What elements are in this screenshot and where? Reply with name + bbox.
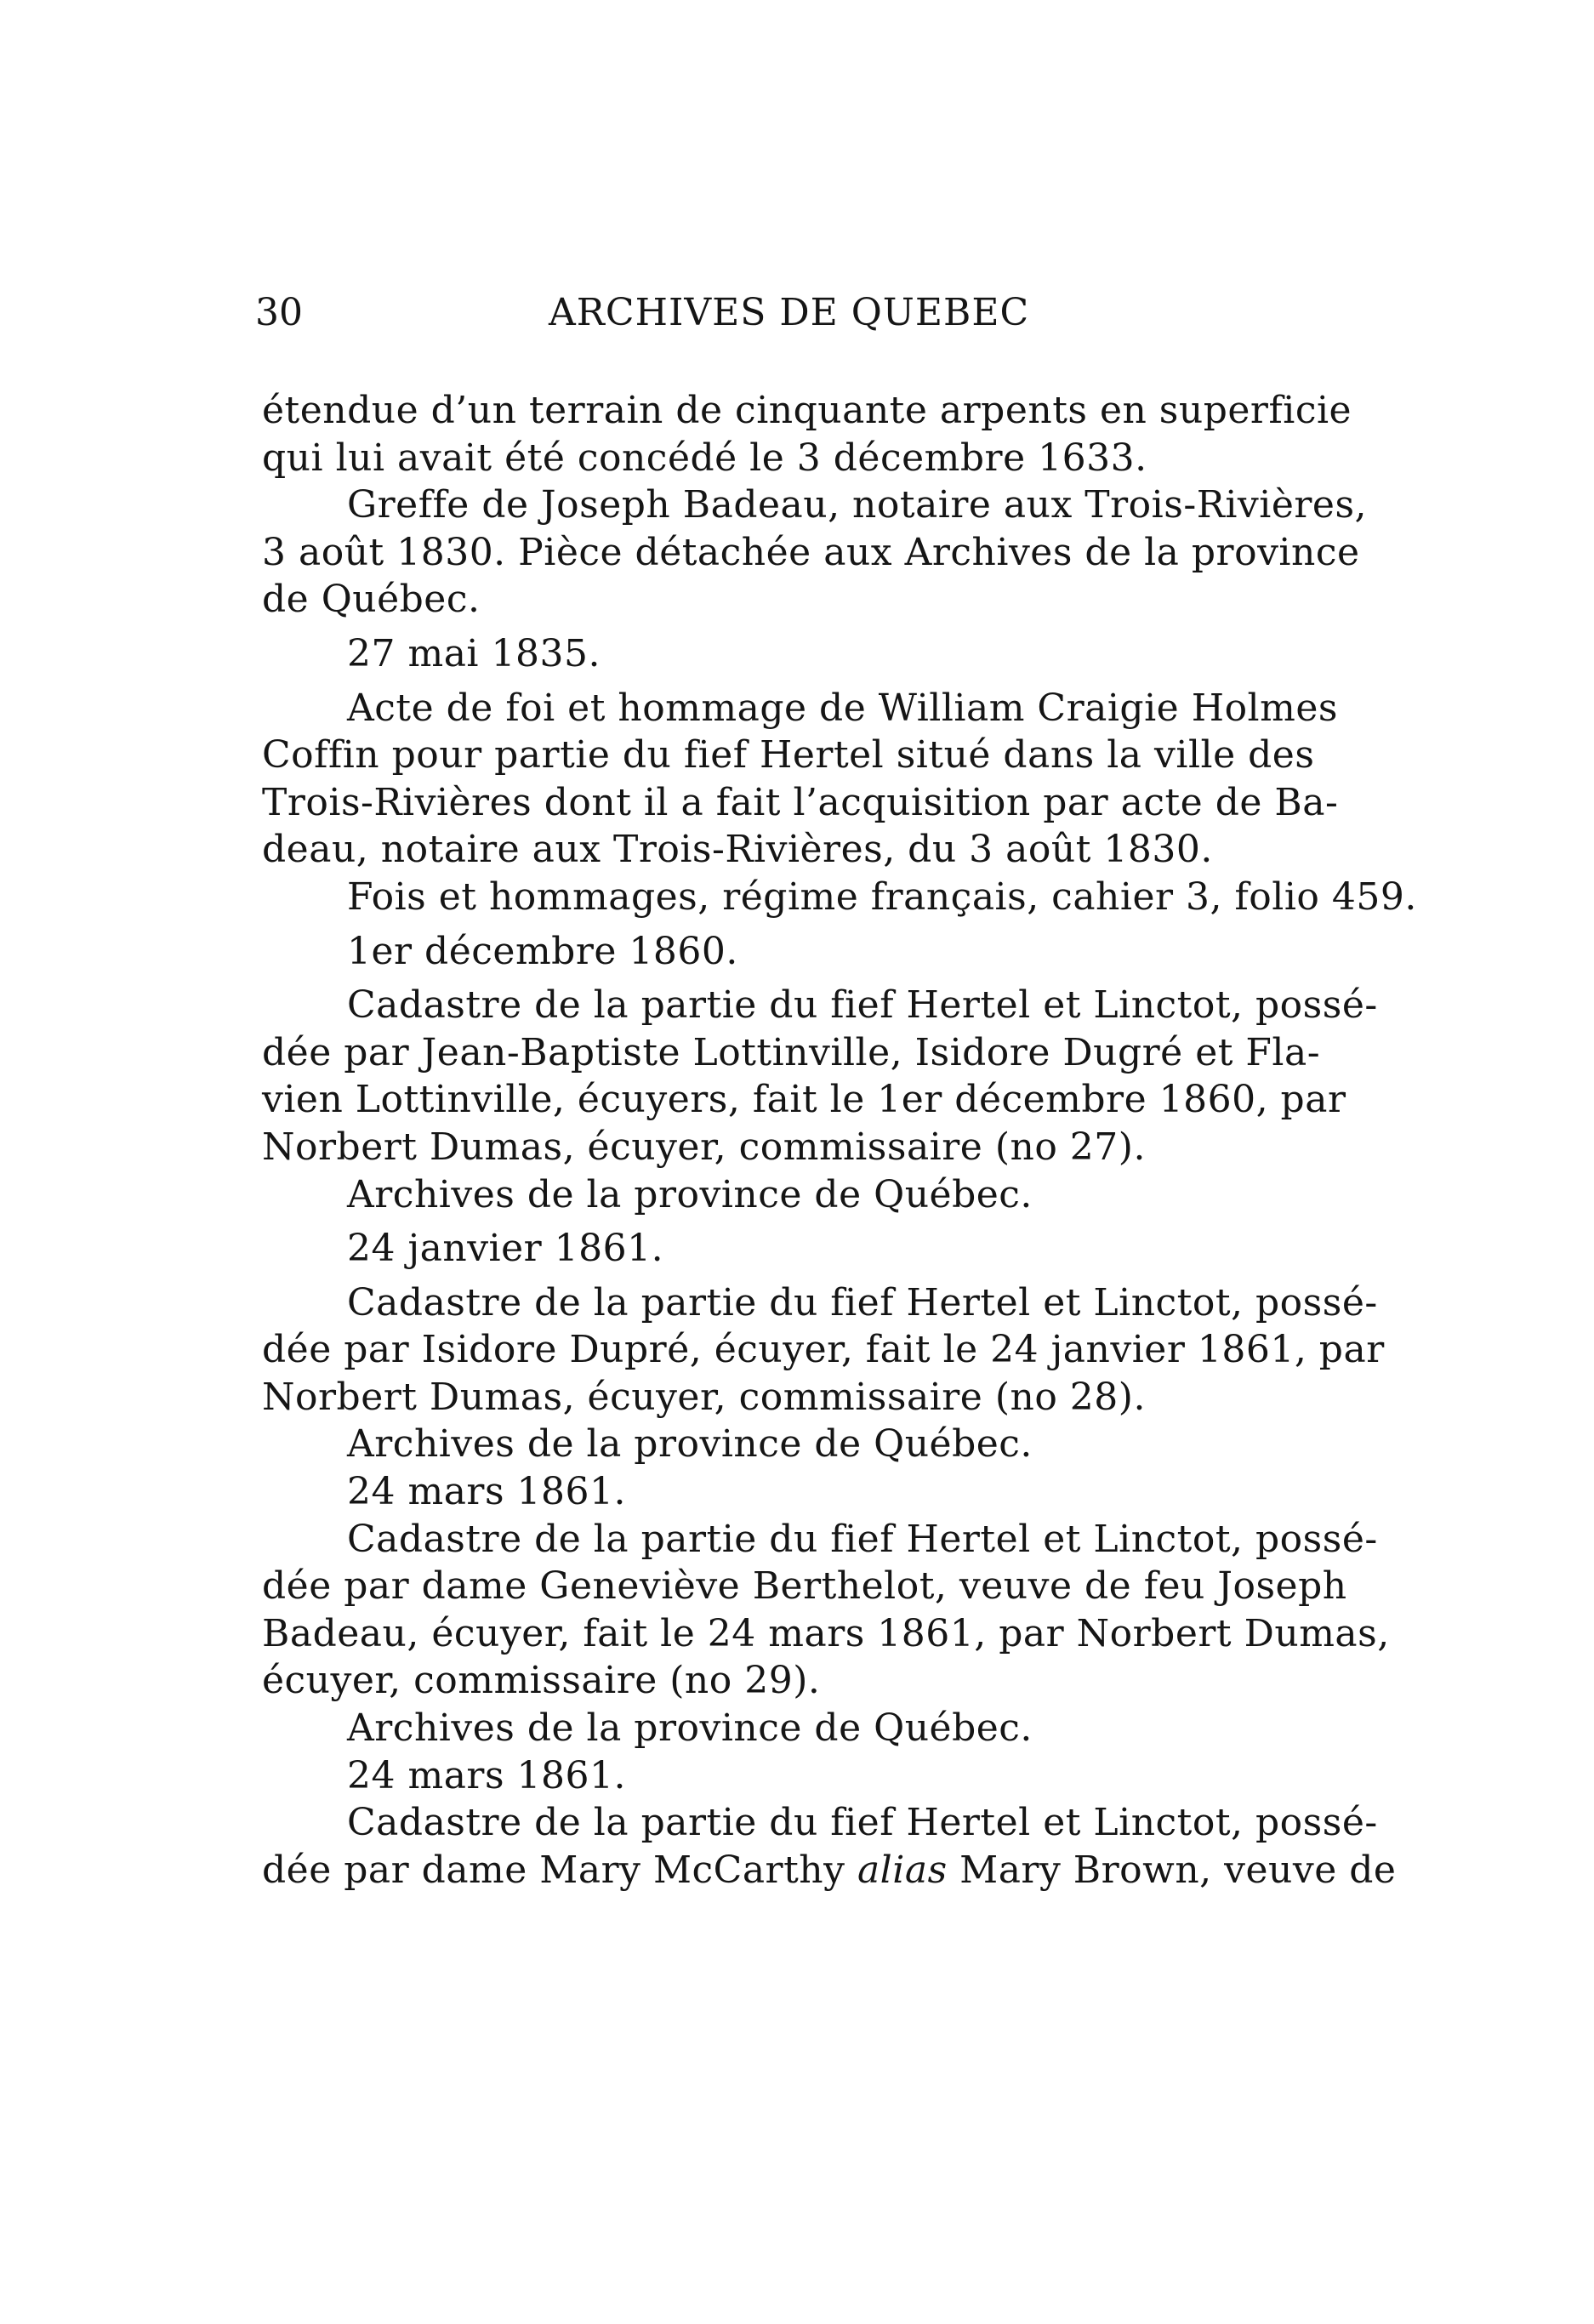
date-line: 24 janvier 1861.	[347, 1227, 664, 1271]
date-line: 24 mars 1861.	[347, 1470, 626, 1514]
text-line: dée par Jean-Baptiste Lottinville, Isidore Dugré et Fla-	[262, 1030, 1321, 1074]
text-line: vien Lottinville, écuyers, fait le 1er décembre 1860, par	[262, 1078, 1346, 1122]
text-line: deau, notaire aux Trois-Rivières, du 3 août 1830.	[262, 828, 1213, 872]
date-line: 27 mai 1835.	[347, 631, 601, 675]
text-line: qui lui avait été concédé le 3 décembre 1633.	[262, 436, 1147, 480]
text-line: Archives de la province de Québec.	[347, 1172, 1033, 1216]
text-line: de Québec.	[262, 578, 481, 622]
text-segment: Mary Brown, veuve de	[947, 1848, 1397, 1892]
text-line-last	[262, 1847, 1415, 1894]
page-header	[255, 289, 1174, 357]
text-line: Norbert Dumas, écuyer, commissaire (no 28).	[262, 1375, 1146, 1419]
text-segment: dée par dame Mary McCarthy	[262, 1848, 857, 1892]
text-line: Archives de la province de Québec.	[347, 1422, 1033, 1467]
body-text	[262, 387, 1415, 1894]
text-line: Trois-Rivières dont il a fait l’acquisition par acte de Ba-	[262, 780, 1339, 824]
text-line: Norbert Dumas, écuyer, commissaire (no 27).	[262, 1125, 1146, 1169]
text-line: Cadastre de la partie du fief Hertel et Linctot, possé-	[347, 1801, 1378, 1845]
text-line: Fois et hommages, régime français, cahier 3, folio 459.	[347, 874, 1417, 919]
text-line: Greffe de Joseph Badeau, notaire aux Trois-Rivières,	[347, 483, 1368, 527]
text-line: Coffin pour partie du fief Hertel situé dans la ville des	[262, 733, 1315, 778]
text-line: Cadastre de la partie du fief Hertel et Linctot, possé-	[347, 1517, 1378, 1561]
text-line: Cadastre de la partie du fief Hertel et Linctot, possé-	[347, 1280, 1378, 1324]
text-line: étendue d’un terrain de cinquante arpents en superficie	[262, 389, 1352, 432]
page-number: 30	[255, 291, 303, 334]
text-line: Cadastre de la partie du fief Hertel et Linctot, possé-	[347, 983, 1378, 1028]
date-line: 1er décembre 1860.	[347, 929, 738, 973]
text-line: 3 août 1830. Pièce détachée aux Archives de la province	[262, 530, 1360, 574]
italic-term: alias	[857, 1848, 948, 1892]
text-line: Archives de la province de Québec.	[347, 1706, 1033, 1751]
text-line: dée par Isidore Dupré, écuyer, fait le 24 janvier 1861, par	[262, 1328, 1385, 1372]
date-line: 24 mars 1861.	[347, 1753, 626, 1797]
text-line: dée par dame Geneviève Berthelot, veuve de feu Joseph	[262, 1564, 1347, 1609]
running-title: ARCHIVES DE QUEBEC	[549, 291, 1030, 334]
text-line: écuyer, commissaire (no 29).	[262, 1659, 821, 1703]
text-line: Badeau, écuyer, fait le 24 mars 1861, par Norbert Dumas,	[262, 1611, 1390, 1655]
text-line: Acte de foi et hommage de William Craigie Holmes	[347, 686, 1338, 730]
